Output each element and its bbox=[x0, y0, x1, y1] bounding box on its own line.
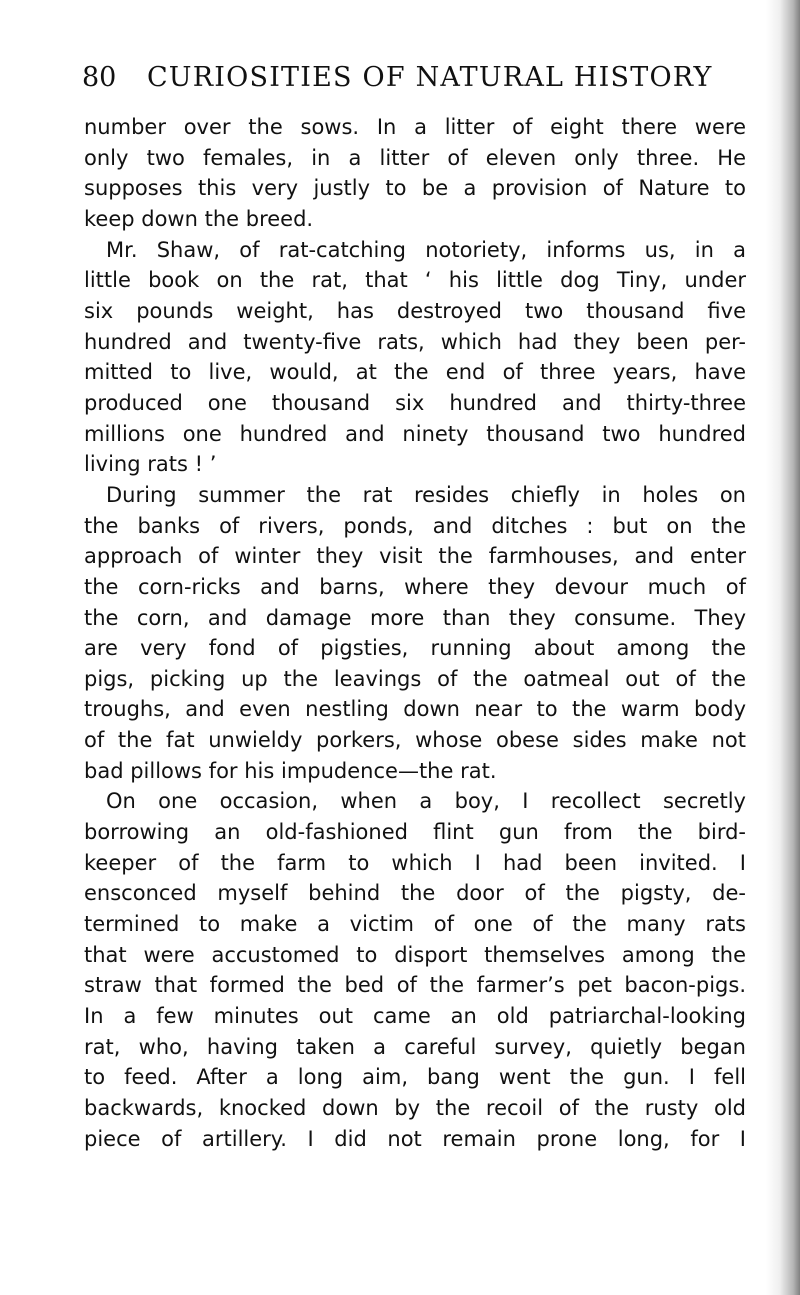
text-line: the banks of rivers, ponds, and ditches : but on the bbox=[84, 513, 746, 538]
text-line: six pounds weight, has destroyed two thousand five bbox=[84, 298, 746, 323]
text-line: hundred and twenty-five rats, which had they been per- bbox=[84, 329, 746, 354]
text-line: the corn-ricks and barns, where they devour much of bbox=[84, 574, 746, 599]
text-line: number over the sows. In a litter of eight there were bbox=[84, 115, 746, 139]
text-line: pigs, picking up the leavings of the oatmeal out of the bbox=[84, 666, 746, 691]
text-line: Mr. Shaw, of rat-catching notoriety, informs us, in a bbox=[106, 237, 746, 262]
text-line: troughs, and even nestling down near to the warm body bbox=[84, 697, 746, 722]
text-line: little book on the rat, that ‘ his little dog Tiny, under bbox=[84, 268, 746, 293]
text-line: During summer the rat resides chiefly in holes on bbox=[106, 482, 746, 507]
text-line: approach of winter they visit the farmhouses, and enter bbox=[84, 544, 746, 569]
running-head: CURIOSITIES OF NATURAL HISTORY bbox=[146, 62, 713, 93]
text-line: On one occasion, when a boy, I recollect secretly bbox=[106, 789, 746, 814]
text-line: to feed. After a long aim, bang went the gun. I fell bbox=[84, 1065, 746, 1090]
text-line: In a few minutes out came an old patriarchal-looking bbox=[84, 1004, 746, 1029]
text-line: backwards, knocked down by the recoil of the rusty old bbox=[84, 1096, 746, 1120]
text-line: living rats ! ’ bbox=[84, 452, 217, 477]
page-header bbox=[82, 62, 742, 93]
text-line: produced one thousand six hundred and thirty-three bbox=[84, 390, 746, 415]
page-edge-shadow bbox=[766, 0, 800, 1295]
text-line: rat, who, having taken a careful survey, quietly began bbox=[84, 1034, 746, 1059]
text-line: that were accustomed to disport themselves among the bbox=[84, 942, 746, 967]
text-line: millions one hundred and ninety thousand two hundred bbox=[84, 421, 746, 446]
text-line: keep down the breed. bbox=[84, 206, 314, 231]
paragraph bbox=[84, 235, 746, 480]
body-text bbox=[84, 112, 746, 1154]
page-number: 80 bbox=[82, 62, 117, 93]
text-line: of the fat unwieldy porkers, whose obese sides make not bbox=[84, 728, 746, 753]
text-line: termined to make a victim of one of the many rats bbox=[84, 912, 746, 937]
paragraph bbox=[84, 480, 746, 787]
text-line: are very fond of pigsties, running about among the bbox=[84, 636, 746, 661]
text-line: ensconced myself behind the door of the pigsty, de- bbox=[84, 881, 746, 906]
paragraph bbox=[84, 112, 746, 235]
text-line: the corn, and damage more than they consume. They bbox=[84, 605, 746, 630]
text-line: straw that formed the bed of the farmer’s pet bacon-pigs. bbox=[84, 973, 746, 998]
text-line: bad pillows for his impudence—the rat. bbox=[84, 758, 497, 783]
paragraph bbox=[84, 786, 746, 1154]
text-line: keeper of the farm to which I had been invited. I bbox=[84, 850, 746, 875]
text-line: supposes this very justly to be a provision of Nature to bbox=[84, 176, 746, 201]
text-line: borrowing an old-fashioned flint gun from the bird- bbox=[84, 820, 746, 845]
text-line: only two females, in a litter of eleven only three. He bbox=[84, 145, 746, 170]
text-line: piece of artillery. I did not remain prone long, for I bbox=[84, 1126, 746, 1151]
text-line: mitted to live, would, at the end of three years, have bbox=[84, 360, 746, 385]
